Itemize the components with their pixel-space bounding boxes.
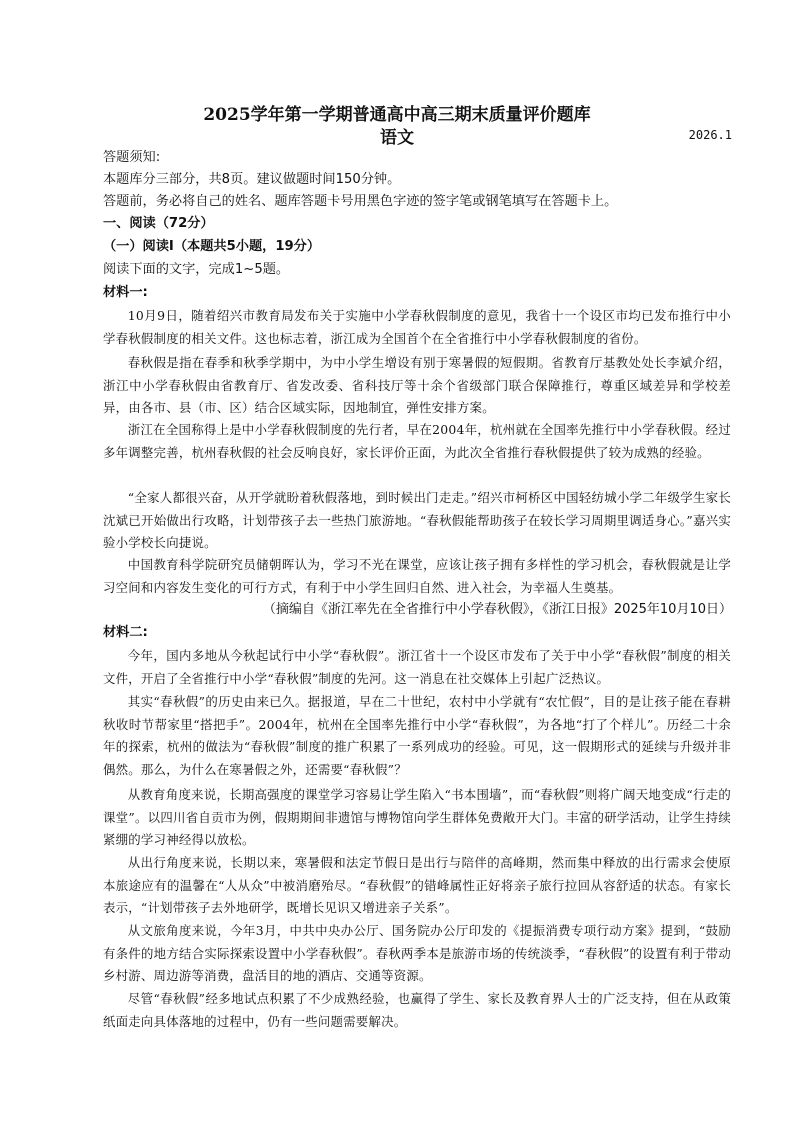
- material-1-paragraph: 10月9日，随着绍兴市教育局发布关于实施中小学春秋假制度的意见，我省十一个设区市均已发布推行中小学春秋假制度的相关文件。这也标志着，浙江成为全国首个在全省推行中小学春秋假制度的省份。: [103, 308, 731, 346]
- exam-date: 2026.1: [688, 128, 732, 142]
- section-subtitle: （一）阅读I（本题共5小题，19分）: [103, 239, 321, 254]
- material-2-paragraph: 从文旅角度来说，今年3月，中共中央办公厅、国务院办公厅印发的《提振消费专项行动方案》提到，“鼓励有条件的地方结合实际探索设置中小学春秋假”。春秋两季本是旅游市场的传统淡季，“春秋假”的设置有利于带动乡村游、周边游等消费，盘活目的地的酒店、交通等资源。: [103, 923, 731, 984]
- material-1-paragraph: 中国教育科学院研究员储朝晖认为，学习不光在课堂，应该让孩子拥有多样性的学习机会，春秋假就是让学习空间和内容发生变化的可行方式，有利于中小学生回归自然、进入社会，为幸福人生奠基。: [103, 557, 731, 595]
- page-title: 2025学年第一学期普通高中高三期末质量评价题库: [203, 105, 591, 125]
- material-2-paragraph: 尽管“春秋假”经多地试点积累了不少成熟经验，也赢得了学生、家长及教育界人士的广泛支持，但在从政策纸面走向具体落地的过程中，仍有一些问题需要解决。: [103, 991, 731, 1029]
- material-1-source: （摘编自《浙江率先在全省推行中小学春秋假》，《浙江日报》2025年10月10日）: [262, 602, 732, 617]
- section-title: 一、阅读（72分）: [103, 216, 214, 231]
- material-1-paragraph: 浙江在全国称得上是中小学春秋假制度的先行者，早在2004年，杭州就在全国率先推行中小学春秋假。经过多年调整完善，杭州春秋假的社会反响良好，家长评价正面，为此次全省推行春秋假提供了较为成熟的经验。: [103, 422, 731, 460]
- instructions-line-1: 本题库分三部分，共8页。建议做题时间150分钟。: [103, 172, 401, 187]
- section-prompt: 阅读下面的文字，完成1~5题。: [103, 262, 290, 277]
- material-2-paragraph: 其实“春秋假”的历史由来已久。据报道，早在二十世纪，农村中小学就有“农忙假”，目的是让孩子能在春耕秋收时节帮家里“搭把手”。2004年，杭州在全国率先推行中小学“春秋假”，为各地“打了个样儿”。历经二十余年的探索，杭州的做法为“春秋假”制度的推广积累了一系列成功的经验。可见，这一假期形式的延续与升级并非偶然。那么，为什么在寒暑假之外，还需要“春秋假”？: [103, 694, 731, 777]
- material-2-label: 材料二:: [103, 625, 148, 640]
- material-2-paragraph: 今年，国内多地从今秋起试行中小学“春秋假”。浙江省十一个设区市发布了关于中小学“春秋假”制度的相关文件，开启了全省推行中小学“春秋假”制度的先河。这一消息在社交媒体上引起广泛热议。: [103, 648, 731, 686]
- material-2-paragraph: 从教育角度来说，长期高强度的课堂学习容易让学生陷入“书本围墙”，而“春秋假”则将广阔天地变成“行走的课堂”。以四川省自贡市为例，假期期间非遗馆与博物馆向学生群体免费敞开大门。丰富的研学活动，让学生持续紧绷的学习神经得以放松。: [103, 787, 731, 848]
- instructions-heading: 答题须知:: [103, 150, 161, 165]
- material-1-paragraph: 春秋假是指在春季和秋季学期中，为中小学生增设有别于寒暑假的短假期。省教育厅基教处处长李斌介绍，浙江中小学春秋假由省教育厅、省发改委、省科技厅等十余个省级部门联合保障推行，尊重区域差异和学校差异，由各市、县（市、区）结合区域实际，因地制宜，弹性安排方案。: [103, 355, 731, 416]
- material-1-paragraph: “全家人都很兴奋，从开学就盼着秋假落地，到时候出门走走。”绍兴市柯桥区中国轻纺城小学二年级学生家长沈斌已开始做出行攻略，计划带孩子去一些热门旅游地。“春秋假能帮助孩子在较长学习周期里调适身心。”嘉兴实验小学校长向捷说。: [103, 490, 731, 551]
- material-2-paragraph: 从出行角度来说，长期以来，寒暑假和法定节假日是出行与陪伴的高峰期，然而集中释放的出行需求会使原本旅途应有的温馨在“人从众”中被消磨殆尽。“春秋假”的错峰属性正好将亲子旅行拉回从容舒适的状态。有家长表示，“计划带孩子去外地研学，既增长见识又增进亲子关系”。: [103, 855, 731, 916]
- material-1-label: 材料一:: [103, 285, 148, 300]
- subject-title: 语文: [380, 128, 414, 148]
- instructions-line-2: 答题前，务必将自己的姓名、题库答题卡号用黑色字迹的签字笔或钢笔填写在答题卡上。: [103, 194, 618, 209]
